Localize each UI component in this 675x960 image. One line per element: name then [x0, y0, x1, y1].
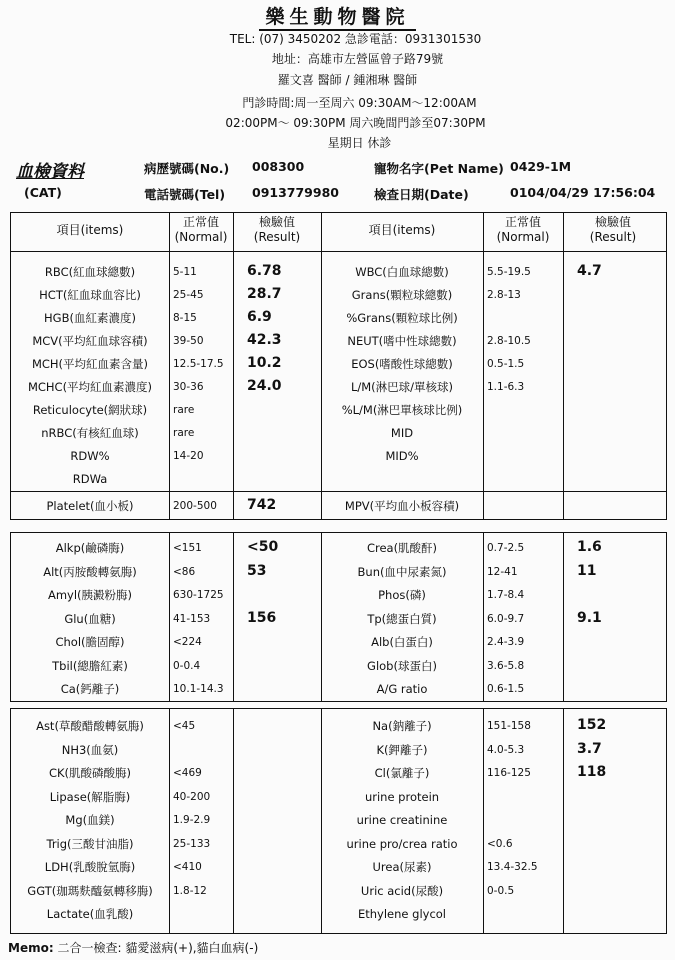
test-name: WBC(白血球總數): [355, 265, 449, 279]
test-name: Lactate(血乳酸): [46, 907, 134, 921]
normal-range: 6.0-9.7: [487, 612, 525, 625]
clinic-sunday: 星期日 休診: [327, 136, 392, 150]
normal-range: <0.6: [487, 837, 513, 850]
column-divider: [233, 533, 234, 701]
result-value: 42.3: [247, 332, 282, 348]
row-divider: [11, 251, 666, 252]
normal-range: 8-15: [173, 312, 197, 324]
column-divider: [169, 709, 170, 933]
test-name: Ethylene glycol: [357, 907, 446, 921]
normal-range: 0.7-2.5: [487, 542, 525, 554]
column-divider: [483, 709, 484, 933]
chemistry-table: [10, 532, 667, 702]
column-divider: [233, 709, 234, 933]
col-normal-en-right: (Normal): [496, 230, 550, 244]
test-name: LDH(乳酸脫氫脢): [44, 860, 136, 874]
result-value: 10.2: [247, 355, 282, 371]
result-value: 118: [577, 764, 607, 780]
test-name: urine protein: [364, 789, 440, 804]
column-divider: [563, 213, 564, 519]
column-divider: [483, 533, 484, 701]
test-name: RDW%: [70, 449, 110, 463]
test-name: HCT(紅血球血容比): [39, 288, 141, 302]
test-name: Mg(血鎂): [65, 813, 115, 827]
column-divider: [169, 213, 170, 519]
result-value: 53: [247, 562, 267, 579]
test-name: K(鉀離子): [376, 742, 428, 757]
normal-range: <410: [173, 861, 202, 873]
record-value: 008300: [252, 159, 305, 174]
normal-range: 2.4-3.9: [487, 636, 525, 648]
test-name: MID%: [385, 449, 419, 463]
test-name-platelet: Platelet(血小板): [46, 499, 134, 513]
test-name: Urea(尿素): [372, 860, 432, 874]
test-name: MCH(平均紅血素含量): [31, 357, 149, 371]
test-name: RDWa: [72, 472, 108, 486]
clinic-doctors: 羅文喜 醫師 / 鍾湘琳 醫師: [277, 73, 418, 87]
test-name: Tbil(總膽紅素): [52, 658, 128, 673]
normal-range: 12.5-17.5: [173, 358, 224, 370]
test-name: %Grans(顆粒球比例): [346, 311, 458, 325]
result-value: 152: [577, 717, 607, 733]
test-name: NEUT(嗜中性球總數): [347, 334, 457, 348]
result-value: 4.7: [577, 263, 602, 279]
test-name: Phos(磷): [378, 588, 426, 602]
test-name: Chol(膽固醇): [55, 635, 125, 649]
clinic-name: [0, 2, 675, 31]
pet-name-label: 寵物名字(Pet Name): [374, 161, 504, 176]
normal-range: <224: [173, 636, 202, 648]
test-name: Reticulocyte(網狀球): [32, 403, 148, 417]
normal-range: 3.6-5.8: [487, 659, 525, 672]
col-item-left: 項目(items): [56, 223, 124, 237]
result-value: 11: [577, 562, 597, 579]
normal-range: 2.8-13: [487, 289, 521, 301]
normal-range: 25-45: [173, 289, 204, 301]
normal-range: rare: [173, 404, 195, 416]
test-name: RBC(紅血球總數): [44, 265, 136, 279]
tel-value: 0913779980: [252, 185, 339, 200]
column-divider: [233, 213, 234, 519]
normal-range: 1.7-8.4: [487, 589, 525, 601]
normal-range: 0.5-1.5: [487, 358, 525, 370]
test-name: Na(鈉離子): [372, 719, 432, 733]
result-value: <50: [247, 539, 279, 555]
normal-range: 116-125: [487, 767, 531, 779]
test-name: Alkp(鹼磷脢): [55, 541, 125, 555]
clinic-hours-2: 02:00PM～ 09:30PM 周六晚間門診至07:30PM: [225, 116, 486, 130]
normal-range: 40-200: [173, 790, 211, 803]
result-value: 6.9: [247, 309, 272, 325]
memo: [8, 939, 258, 956]
test-name: nRBC(有核紅血球): [41, 426, 139, 440]
col-result-en-left: (Result): [253, 230, 301, 244]
pet-name-value: 0429-1M: [510, 159, 572, 174]
memo-text: 二合一檢查: 貓愛滋病(+),貓白血病(-): [57, 941, 259, 955]
normal-range: 13.4-32.5: [487, 861, 538, 873]
test-name: Glob(球蛋白): [367, 658, 437, 673]
col-normal-zh-right: 正常值: [504, 215, 541, 229]
row-divider: [11, 491, 666, 492]
clinic-tel: TEL: (07) 3450202 急診電話：0931301530: [229, 32, 482, 46]
normal-range: rare: [173, 427, 195, 439]
normal-range: 12-41: [487, 565, 518, 578]
test-name: NH3(血氨): [61, 742, 119, 757]
test-name: Uric acid(尿酸): [360, 883, 444, 898]
normal-range: 151-158: [487, 720, 531, 732]
normal-range: 1.1-6.3: [487, 381, 525, 393]
date-label: 檢查日期(Date): [374, 187, 469, 202]
test-name: Glu(血糖): [64, 611, 116, 626]
normal-range: <45: [173, 720, 196, 732]
column-divider: [563, 533, 564, 701]
test-name: HGB(血紅素濃度): [44, 311, 136, 325]
normal-range: 10.1-14.3: [173, 683, 224, 695]
col-result-zh-right: 檢驗值: [594, 215, 631, 229]
normal-range: 4.0-5.3: [487, 743, 525, 756]
record-label: 病歷號碼(No.): [144, 161, 230, 176]
test-name-mpv: MPV(平均血小板容積): [344, 499, 460, 513]
test-name: CK(肌酸磷酸脢): [48, 766, 132, 780]
normal-range: 2.8-10.5: [487, 335, 531, 347]
result-value: 28.7: [247, 286, 282, 302]
test-name: urine creatinine: [356, 813, 448, 827]
test-name: Alt(丙胺酸轉氨脢): [43, 564, 137, 579]
normal-range: 5-11: [173, 266, 197, 278]
column-divider: [563, 709, 564, 933]
test-name: Lipase(解脂脢): [49, 789, 131, 804]
test-name: Bun(血中尿素氮): [357, 564, 447, 579]
test-name: A/G ratio: [376, 682, 428, 696]
result-value-platelet: 742: [247, 497, 277, 513]
electrolyte-table: [10, 708, 667, 934]
tel-label: 電話號碼(Tel): [144, 187, 226, 202]
normal-range: 14-20: [173, 450, 204, 462]
test-name: MCV(平均紅血球容積): [32, 334, 148, 348]
test-name: EOS(嗜酸性球總數): [351, 357, 453, 371]
normal-range: <469: [173, 767, 202, 779]
memo-label: Memo:: [8, 941, 54, 955]
clinic-name-text: 樂生動物醫院: [259, 2, 415, 31]
normal-range-platelet: 200-500: [173, 500, 217, 512]
col-item-right: 項目(items): [368, 223, 436, 237]
normal-range: 30-36: [173, 381, 204, 393]
test-name: Crea(肌酸酐): [366, 541, 438, 555]
result-value: 156: [247, 609, 277, 626]
date-value: 0104/04/29 17:56:04: [510, 185, 656, 200]
normal-range: 630-1725: [173, 589, 224, 601]
cbc-table: [10, 212, 667, 520]
normal-range: 39-50: [173, 335, 204, 347]
normal-range: <86: [173, 565, 196, 578]
result-value: 6.78: [247, 263, 282, 279]
col-result-zh-left: 檢驗值: [258, 215, 295, 229]
test-name: urine pro/crea ratio: [346, 836, 458, 851]
normal-range: 25-133: [173, 837, 211, 850]
test-name: Alb(白蛋白): [371, 635, 433, 649]
test-name: Amyl(胰澱粉脢): [47, 588, 133, 602]
test-name: L/M(淋巴球/單核球): [350, 380, 454, 394]
test-name: Ast(草酸醋酸轉氨脢): [36, 719, 144, 733]
normal-range: 0-0.5: [487, 884, 515, 897]
result-value: 9.1: [577, 609, 602, 626]
test-name: %L/M(淋巴單核球比例): [341, 403, 463, 417]
test-name: Grans(顆粒球總數): [351, 288, 453, 302]
column-divider: [483, 213, 484, 519]
col-normal-en-left: (Normal): [174, 230, 228, 244]
test-name: MCHC(平均紅血素濃度): [27, 380, 153, 394]
normal-range: 0.6-1.5: [487, 683, 525, 695]
normal-range: 1.9-2.9: [173, 814, 211, 826]
column-divider: [169, 533, 170, 701]
normal-range: 1.8-12: [173, 884, 207, 897]
test-name: GGT(珈瑪麩醯氨轉移脢): [27, 883, 153, 898]
report-title: 血檢資料: [16, 162, 84, 182]
test-name: MID: [390, 426, 414, 440]
test-name: Tp(總蛋白質): [367, 611, 437, 626]
clinic-address: 地址：高雄市左營區曾子路79號: [271, 52, 444, 66]
species: (CAT): [24, 185, 62, 200]
test-name: Trig(三酸甘油脂): [46, 836, 134, 851]
result-value: 3.7: [577, 740, 602, 757]
normal-range: 5.5-19.5: [487, 266, 531, 278]
clinic-hours-1: 門診時間:周一至周六 09:30AM～12:00AM: [242, 96, 477, 110]
normal-range: 0-0.4: [173, 659, 201, 672]
normal-range: 41-153: [173, 612, 211, 625]
col-normal-zh-left: 正常值: [182, 215, 219, 229]
result-value: 24.0: [247, 378, 282, 394]
normal-range: <151: [173, 542, 202, 554]
result-value: 1.6: [577, 539, 602, 555]
test-name: Ca(鈣離子): [60, 682, 120, 696]
col-result-en-right: (Result): [589, 230, 637, 244]
test-name: Cl(氯離子): [374, 766, 430, 780]
